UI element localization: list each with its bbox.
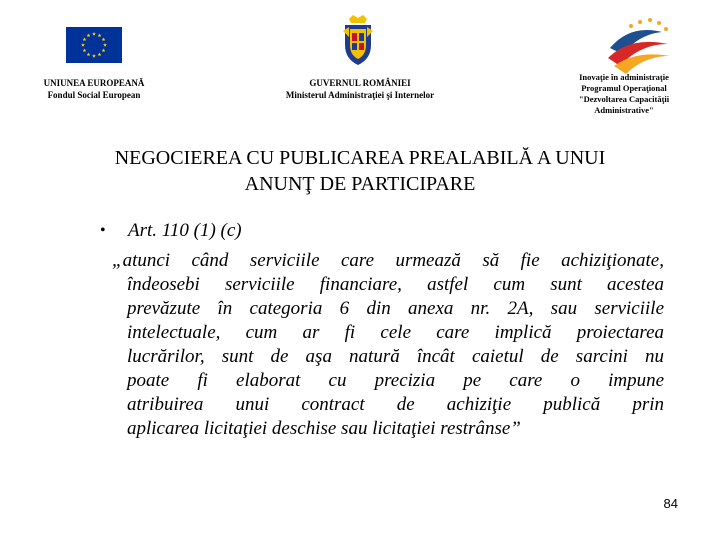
header-government-text [270, 77, 450, 101]
header-program-text [558, 72, 690, 116]
header-program-line-3: "Dezvoltarea Capacităţii [578, 94, 670, 104]
header-program-line-1: Inovaţie în administraţie [579, 72, 669, 82]
page-number: 84 [663, 496, 678, 511]
quote-line: intelectuale, cum ar fi cele care implică proiectarea [127, 322, 664, 343]
header-eu-text [34, 77, 154, 101]
header-eu-subtitle: Fondul Social European [47, 90, 141, 100]
bullet-marker: • [100, 222, 106, 239]
slide-title [40, 145, 680, 197]
quote-line: „atunci când serviciile care urmează să fie achiziţionate, [112, 250, 664, 271]
quote-line: poate fi elaborat cu precizia pe care o impune [127, 370, 664, 391]
slide-title-line-1: NEGOCIEREA CU PUBLICAREA PREALABILĂ A UNUI [114, 147, 606, 169]
romania-coat-of-arms-logo [343, 15, 373, 67]
legal-quote [112, 249, 664, 441]
header-program-line-4: Administrative" [594, 105, 654, 115]
header-program-line-2: Programul Operaţional [581, 83, 667, 93]
header-eu-title: UNIUNEA EUROPEANĂ [43, 78, 145, 88]
eu-flag-logo [66, 27, 122, 63]
quote-line: prevăzute în categoria 6 din anexa nr. 2A, sau serviciile [127, 298, 664, 319]
header-government-subtitle: Ministerul Administraţiei şi Internelor [285, 90, 435, 100]
bullet-heading: Art. 110 (1) (c) [128, 220, 242, 241]
inovatie-administratie-logo [600, 14, 680, 76]
quote-line: atribuirea unui contract de achiziţie publică prin [127, 394, 664, 415]
quote-line: lucrărilor, sunt de aşa natură încât caietul de sarcini nu [127, 346, 664, 367]
quote-line: îndeosebi serviciile financiare, astfel cum sunt acestea [127, 274, 664, 295]
slide-title-line-2: ANUNŢ DE PARTICIPARE [244, 173, 476, 195]
quote-line: aplicarea licitaţiei deschise sau licitaţiei restrânse” [127, 418, 521, 439]
header-government-title: GUVERNUL ROMÂNIEI [309, 78, 411, 88]
